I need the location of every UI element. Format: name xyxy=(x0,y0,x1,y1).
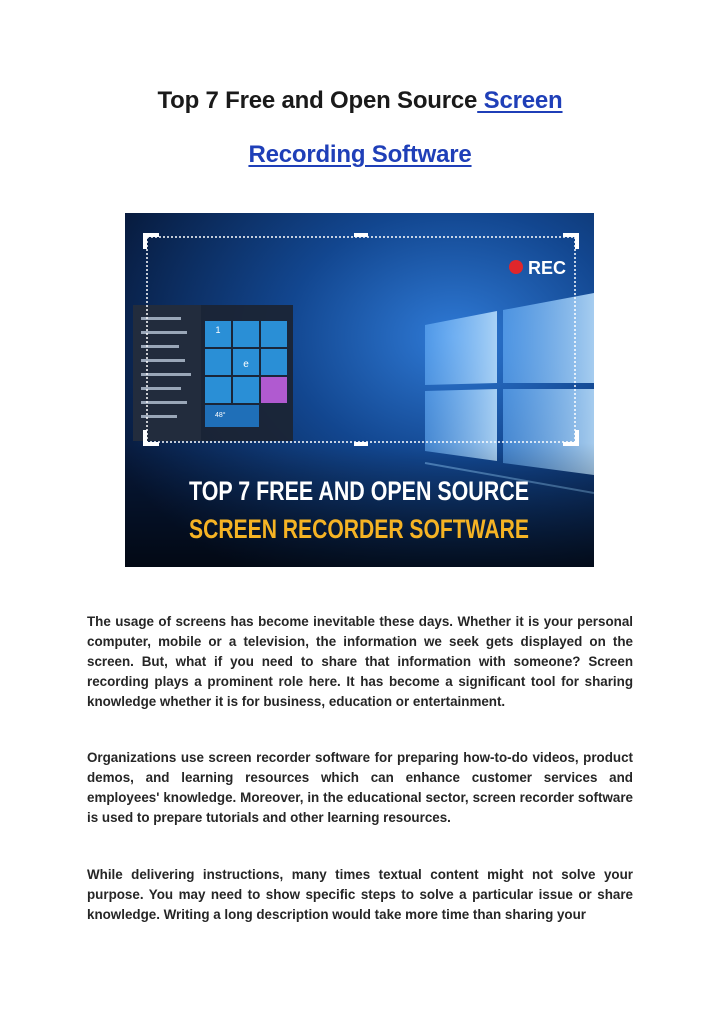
weather-tile-text: 48° xyxy=(215,412,226,419)
record-dot-icon xyxy=(509,260,523,274)
screen-link[interactable]: Screen xyxy=(477,87,563,114)
hero-image xyxy=(125,213,594,567)
paragraph-3: While delivering instructions, many times textual content might not solve your purpose. You may need to show specific steps to solve a particular issue or share knowledge. Writing a long description would take more time than sharing your xyxy=(87,867,633,922)
hero-headline-2: SCREEN RECORDER SOFTWARE xyxy=(189,514,529,544)
document-title-line-1 xyxy=(0,87,720,115)
start-menu xyxy=(133,305,293,441)
svg-text:e: e xyxy=(243,359,249,370)
calendar-tile-text: 1 xyxy=(215,325,221,335)
document-title-line-2 xyxy=(0,141,720,169)
title-text: Top 7 Free and Open Source xyxy=(157,87,478,114)
paragraph-2: Organizations use screen recorder software for preparing how-to-do videos, product demos, and learning resources which can enhance customer services and employees' knowledge. Moreover, in the educational sector, screen recorder software is used to prepare tutorials and other learning resources. xyxy=(87,750,633,825)
paragraph-1: The usage of screens has become inevitable these days. Whether it is your personal computer, mobile or a television, the information we seek gets displayed on the screen. But, what if you need to share that information with someone? Screen recording plays a prominent role here. It has become a significant tool for sharing knowledge whether it is for business, education or entertainment. xyxy=(87,614,633,709)
hero-illustration xyxy=(125,213,594,567)
hero-headline-1: TOP 7 FREE AND OPEN SOURCE xyxy=(189,476,529,506)
recording-software-link[interactable]: Recording Software xyxy=(248,141,472,168)
rec-label: REC xyxy=(528,258,567,278)
